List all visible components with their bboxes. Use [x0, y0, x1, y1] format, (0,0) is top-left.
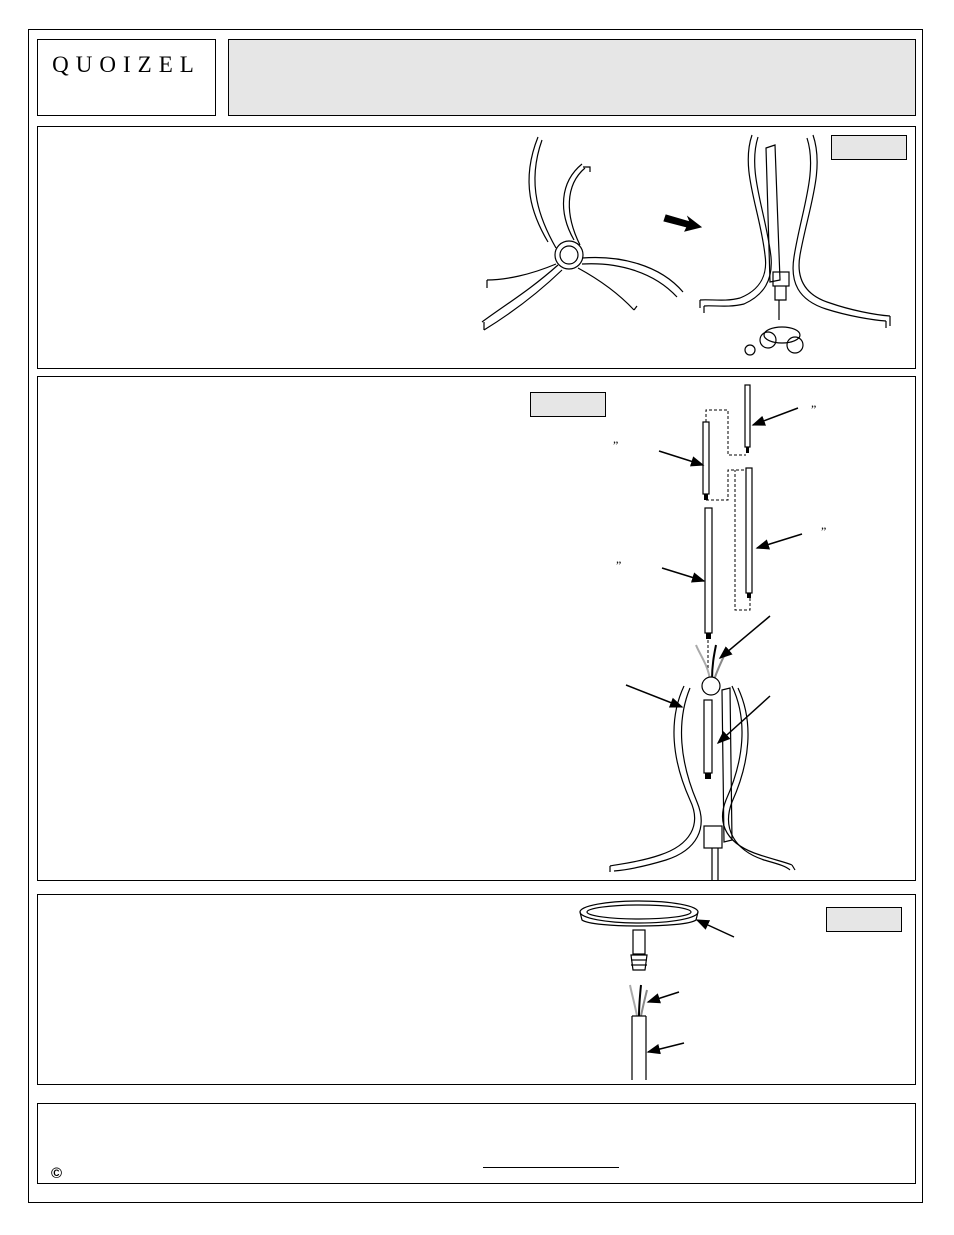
step-panel-3	[37, 894, 916, 1085]
step-panel-2	[37, 376, 916, 881]
rod-length-mark: ”	[821, 524, 827, 538]
rod-length-mark: ”	[616, 558, 622, 572]
step-2-figure-tag	[530, 392, 606, 417]
footer-link-underline	[483, 1167, 619, 1168]
header-title-bar	[228, 39, 916, 116]
step-1-figure-tag	[831, 135, 907, 160]
copyright-symbol: ©	[51, 1165, 63, 1182]
step-3-figure-tag	[826, 907, 902, 932]
rod-length-mark: ”	[811, 402, 817, 416]
brand-logo: QUOIZEL	[52, 52, 201, 77]
footer-panel	[37, 1103, 916, 1184]
step-panel-1	[37, 126, 916, 369]
rod-length-mark: ”	[613, 438, 619, 452]
brand-logo-box	[37, 39, 216, 116]
